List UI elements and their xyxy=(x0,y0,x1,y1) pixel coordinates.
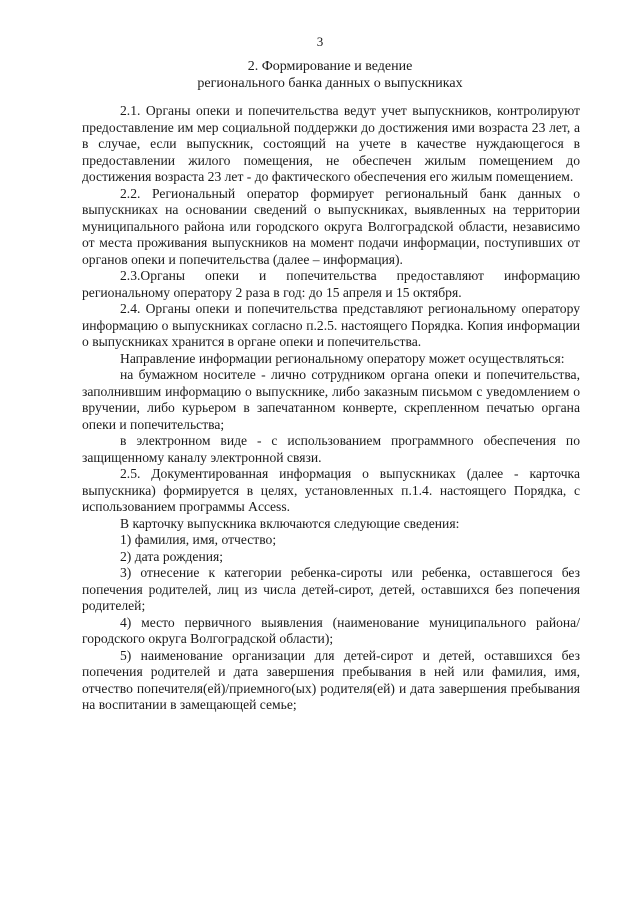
paragraph-electronic-method: в электронном виде - с использованием программного обеспечения по защищенному каналу электронной связи. xyxy=(82,433,580,465)
list-item-5: 5) наименование организации для детей-сирот и детей, оставшихся без попечения родителей и дата завершения пребывания в ней или фамилия, имя, отчество попечителя(ей)/приемного(ых) родителя(ей) и дата завершения пребывания на воспитании в замещающей семье; xyxy=(82,647,580,712)
list-item-4: 4) место первичного выявления (наименование муниципального района/городского округа Волгоградской области); xyxy=(82,614,580,646)
section-title-line-1: 2. Формирование и ведение xyxy=(247,59,413,74)
paragraph-2-5: 2.5. Документированная информация о выпускниках (далее - карточка выпускника) формируется в целях, установленных п.1.4. настоящего Порядка, с использованием программы Access. xyxy=(82,466,580,514)
paragraph-direction: Направление информации региональному оператору может осуществляться: xyxy=(120,350,565,366)
section-title-line-2: регионального банка данных о выпускниках xyxy=(197,76,463,91)
list-item-1: 1) фамилия, имя, отчество; xyxy=(120,532,277,547)
paragraph-card-contents: В карточку выпускника включаются следующие сведения: xyxy=(120,515,460,531)
paragraph-2-1: 2.1. Органы опеки и попечительства ведут учет выпускников, контролируют предоставление им мер социальной поддержки до достижения ими возраста 23 лет, а в случае, если выпускник, состоящий на учете в качестве нуждающегося в предоставлении жилого помещения, не обеспечен жилым помещением до достижения возраста 23 лет - до фактического обеспечения его жилым помещением. xyxy=(82,103,580,184)
list-item-3: 3) отнесение к категории ребенка-сироты или ребенка, оставшегося без попечения родителей, лиц из числа детей-сирот, детей, оставшихся без попечения родителей; xyxy=(82,565,580,613)
page-number: 3 xyxy=(316,34,324,49)
section-heading xyxy=(80,58,580,92)
paragraph-2-2: 2.2. Региональный оператор формирует региональный банк данных о выпускниках на основании сведений о выпускниках, выявленных на территории муниципального района или городского округа Волгоградской области, независимо от места проживания выпускников на момент подачи информации, поступивших от органов опеки и попечительства (далее – информация). xyxy=(82,185,580,267)
paragraph-2-3: 2.3.Органы опеки и попечительства предоставляют информацию региональному оператору 2 раза в год: до 15 апреля и 15 октября. xyxy=(82,268,580,300)
paragraph-paper-method: на бумажном носителе - лично сотрудником органа опеки и попечительства, заполнившим информацию о выпускнике, либо заказным письмом с уведомлением о вручении, либо курьером в запечатанном конверте, скрепленном печатью органа опеки и попечительства; xyxy=(82,367,580,432)
paragraph-2-4: 2.4. Органы опеки и попечительства представляют региональному оператору информацию о выпускниках согласно п.2.5. настоящего Порядка. Копия информации о выпускниках хранится в органе опеки и попечительства. xyxy=(82,301,580,349)
document-body xyxy=(82,103,580,714)
list-item-2: 2) дата рождения; xyxy=(120,548,224,564)
